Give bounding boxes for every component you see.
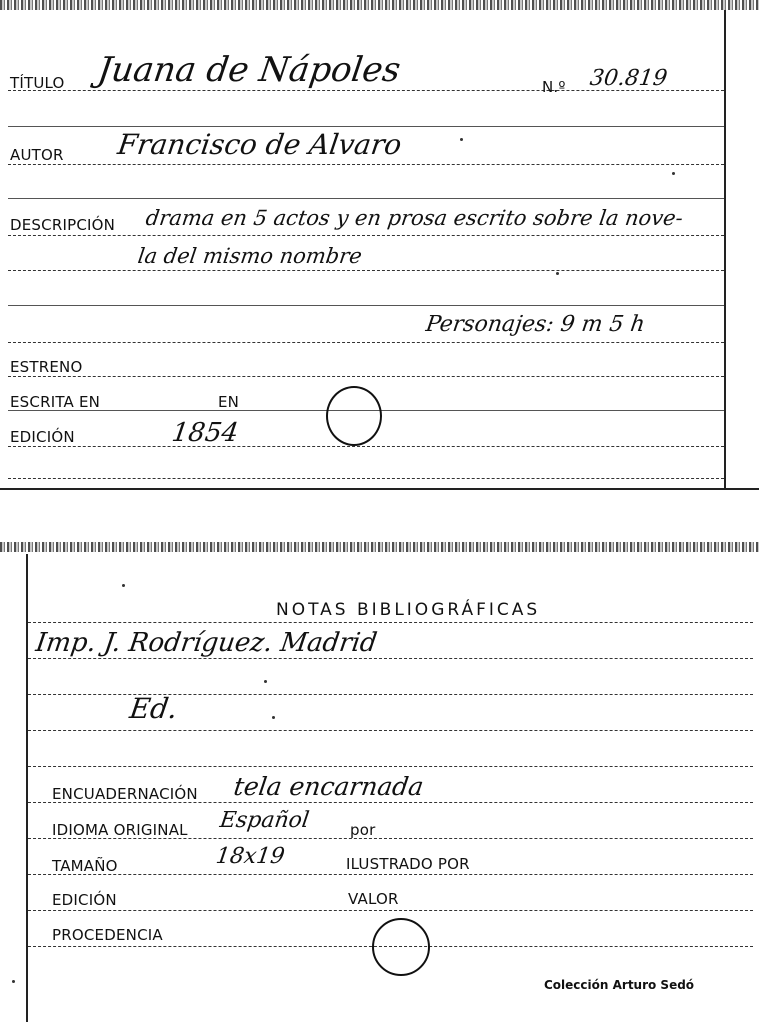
autor-label: AUTOR [10, 146, 64, 164]
ink-speck [122, 584, 125, 587]
rule-line [8, 342, 724, 343]
catalog-card-back [0, 540, 759, 1028]
descripcion-label: DESCRIPCIÓN [10, 216, 116, 234]
titulo-label: TÍTULO [10, 74, 65, 92]
numero-value: 30.819 [588, 66, 669, 91]
rule-line [28, 622, 753, 623]
edicion-label: EDICIÓN [52, 891, 117, 909]
procedencia-label: PROCEDENCIA [52, 926, 163, 944]
card-torn-edge [0, 542, 759, 552]
notas-heading: NOTAS BIBLIOGRÁFICAS [276, 600, 541, 620]
escrita-en-label: ESCRITA EN [10, 393, 101, 411]
collection-stamp-circle [372, 918, 430, 976]
rule-line [8, 478, 724, 479]
card-right-border [724, 10, 726, 490]
card-left-border [26, 554, 28, 1022]
personajes-note: Personajes: 9 m 5 h [424, 312, 647, 337]
rule-line [8, 164, 724, 165]
titulo-value: Juana de Nápoles [95, 50, 403, 90]
valor-label: VALOR [348, 890, 399, 908]
descripcion-line1: drama en 5 actos y en prosa escrito sobre la nove- [144, 206, 685, 230]
ink-speck [672, 172, 675, 175]
rule-line [8, 305, 724, 306]
descripcion-line2: la del mismo nombre [136, 244, 364, 268]
ink-speck [556, 272, 559, 275]
note-line-2: Ed. [127, 692, 180, 725]
edicion-label: EDICIÓN [10, 428, 75, 446]
rule-line [8, 376, 724, 377]
edicion-value: 1854 [169, 418, 241, 448]
rule-line [8, 198, 724, 199]
rule-line [28, 730, 753, 731]
estreno-label: ESTRENO [10, 358, 83, 376]
rule-line [8, 126, 724, 127]
encuadernacion-value: tela encarnada [231, 772, 426, 801]
en-label: EN [218, 393, 240, 411]
note-line-1: Imp. J. Rodríguez. Madrid [33, 628, 379, 658]
tamano-value: 18x19 [214, 844, 287, 869]
collection-footer: Colección Arturo Sedó [544, 978, 695, 992]
idioma-original-value: Español [218, 808, 311, 833]
rule-line [28, 910, 753, 911]
encuadernacion-label: ENCUADERNACIÓN [52, 785, 198, 803]
collection-stamp-circle [326, 386, 382, 446]
rule-line [8, 446, 724, 447]
card-torn-edge [0, 0, 759, 10]
rule-line [8, 270, 724, 271]
ink-speck [12, 980, 15, 983]
rule-line [28, 766, 753, 767]
ink-speck [460, 138, 463, 141]
idioma-original-label: IDIOMA ORIGINAL [52, 821, 188, 839]
numero-label: N.º [542, 78, 566, 96]
rule-line [28, 874, 753, 875]
tamano-label: TAMAÑO [52, 857, 118, 875]
card-bottom-border [0, 488, 759, 490]
rule-line [8, 235, 724, 236]
catalog-card-front [0, 0, 759, 495]
ink-speck [264, 680, 267, 683]
autor-value: Francisco de Alvaro [115, 128, 404, 161]
rule-line [28, 658, 753, 659]
por-label: por [350, 821, 376, 839]
ink-speck [272, 716, 275, 719]
ilustrado-por-label: ILUSTRADO POR [346, 855, 470, 873]
